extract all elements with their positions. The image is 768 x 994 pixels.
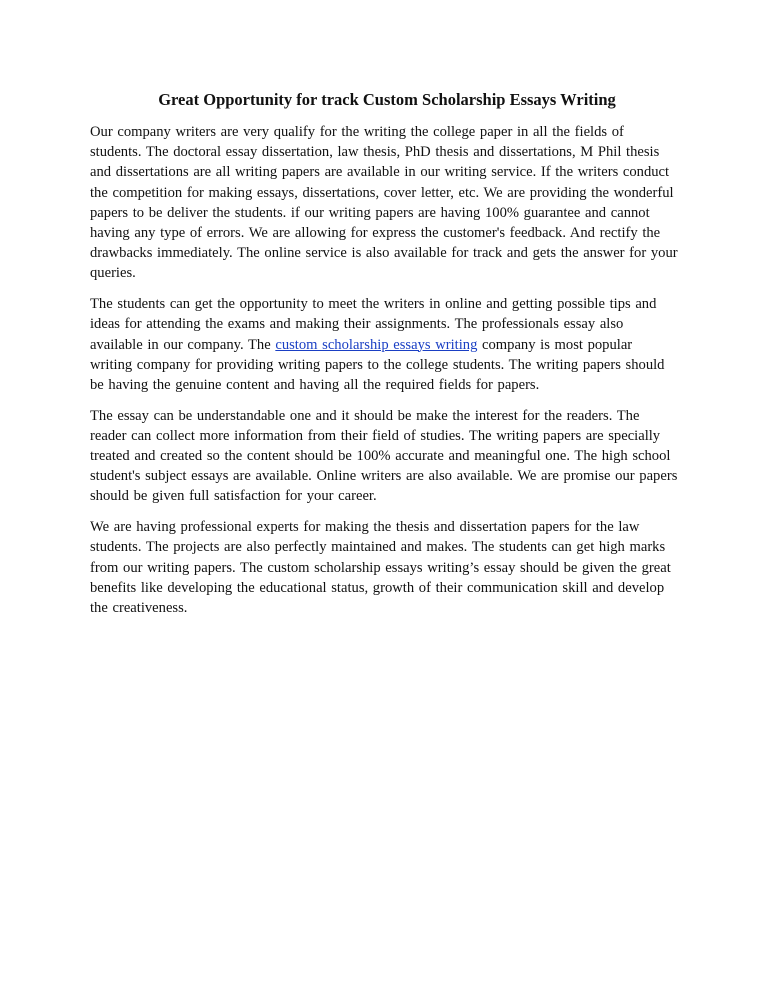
paragraph-1: Our company writers are very qualify for the writing the college paper in all the fields of students. The doctoral essay dissertation, law thesis, PhD thesis and dissertations, M Phil thesis and dissertations are all writing papers are available in our writing service. If the writers conduct the competition for making essays, dissertations, cover letter, etc. We are providing the wonderful papers to be deliver the students. if our writing papers are having 100% guarantee and cannot having any type of errors. We are allowing for express the customer's feedback. And rectify the drawbacks immediately. The online service is also available for track and gets the answer for your queries. [90, 124, 678, 282]
custom-scholarship-essays-writing-link[interactable]: custom scholarship essays writing [275, 336, 478, 353]
paragraph-2-text-before-link: The students can get the opportunity to meet the writers in online and getting possible tips and ideas for attending the exams and making their assignments. The professionals essay also available in our company. The [90, 296, 657, 353]
document-body [90, 122, 678, 629]
paragraph-3: The essay can be understandable one and it should be make the interest for the readers. The reader can collect more information from their field of studies. The writing papers are specially treated and created so the content should be 100% accurate and meaningful one. The high school student's subject essays are available. Online writers are also available. We are promise our papers should be given full satisfaction for your career. [90, 407, 678, 505]
paragraph-2-text-after-link: company is most popular writing company for providing writing papers to the college students. The writing papers should be having the genuine content and having all the required fields for papers. [90, 336, 665, 393]
document-title: Great Opportunity for track Custom Scholarship Essays Writing [158, 90, 616, 109]
paragraph-4: We are having professional experts for making the thesis and dissertation papers for the law students. The projects are also perfectly maintained and makes. The students can get high marks from our writing papers. The custom scholarship essays writing’s essay should be given the great benefits like developing the educational status, growth of their communication skill and develop the creativeness. [90, 519, 671, 616]
paragraph-2 [90, 294, 678, 395]
